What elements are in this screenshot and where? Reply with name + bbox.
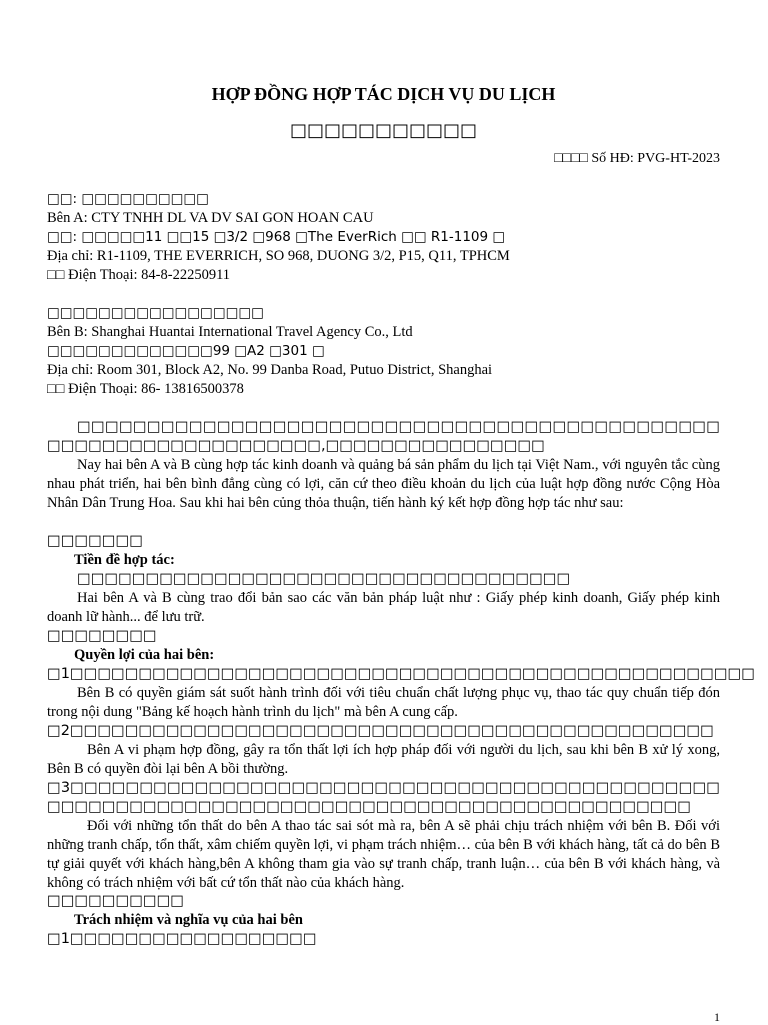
party-b-vi-address: Địa chỉ: Room 301, Block A2, No. 99 Danba Road, Putuo District, Shanghai bbox=[47, 362, 493, 378]
section1-zh-heading: □□□□□□□ bbox=[47, 533, 143, 549]
section2-item2-vi: Bên A vi phạm hợp đồng, gây ra tổn thất lợi ích hợp pháp đối với người du lịch, sau khi bên B xử lý xong, Bên B có quyền đòi lại bên A bồi thường. bbox=[47, 742, 720, 777]
section2-item1-zh: □1□□□□□□□□□□□□□□□□□□□□□□□□□□□□□□□□□□□□□□□□□□□□□□□□□□ bbox=[47, 666, 755, 682]
section2-item1-vi: Bên B có quyền giám sát suốt hành trình đối với tiêu chuẩn chất lượng phục vụ, thao tác quy chuẩn tiếp đón trong nội dung "Bảng kế hoạch hành trình du lịch" mà bên A cung cấp. bbox=[47, 685, 720, 720]
section2-vi-heading: Quyền lợi của hai bên: bbox=[74, 647, 215, 663]
party-b-vi-name: Bên B: Shanghai Huantai International Travel Agency Co., Ltd bbox=[47, 324, 413, 340]
section2-item2-zh: □2□□□□□□□□□□□□□□□□□□□□□□□□□□□□□□□□□□□□□□□□□□□□□□□ bbox=[47, 723, 714, 739]
contract-number: □□□□ Số HĐ: PVG-HT-2023 bbox=[554, 151, 720, 166]
party-a-zh-name: □□: □□□□□□□□□□ bbox=[47, 191, 209, 207]
section2-item3-zh: □3□□□□□□□□□□□□□□□□□□□□□□□□□□□□□□□□□□□□□□□□□□□□□□□□□□□□□□□□□□□□□□□□□□□□□□□□□□□□□□□□□□□□□□□□□□□□□□ bbox=[47, 780, 720, 815]
title-vietnamese: HỢP ĐỒNG HỢP TÁC DỊCH VỤ DU LỊCH bbox=[211, 84, 556, 104]
section1-zh-text: □□□□□□□□□□□□□□□□□□□□□□□□□□□□□□□□□□□□ bbox=[77, 571, 571, 587]
section2-zh-heading: □□□□□□□□ bbox=[47, 628, 157, 644]
party-a-block bbox=[47, 190, 720, 285]
party-b-zh-address: □□□□□□□□□□□□□99 □A2 □301 □ bbox=[47, 343, 325, 359]
section3-zh-heading: □□□□□□□□□□ bbox=[47, 893, 184, 909]
party-a-vi-address: Địa chỉ: R1-1109, THE EVERRICH, SO 968, DUONG 3/2, P15, Q11, TPHCM bbox=[47, 248, 510, 264]
section1-vi-heading: Tiền đề hợp tác: bbox=[74, 552, 175, 568]
section3-vi-heading: Trách nhiệm và nghĩa vụ của hai bên bbox=[74, 912, 303, 928]
section1-vi-text: Hai bên A và B cùng trao đổi bản sao các văn bản pháp luật như : Giấy phép kinh doanh, Giấy phép kinh doanh lữ hành... để lưu trữ. bbox=[47, 590, 720, 625]
intro-chinese: □□□□□□□□□□□□□□□□□□□□□□□□□□□□□□□□□□□□□□□□□□□□□□□□□□□□□□□□□□□□□□□□□□,□□□□□□□□□□□□□□□□ bbox=[47, 419, 720, 454]
intro-vietnamese: Nay hai bên A và B cùng hợp tác kinh doanh và quảng bá sản phẩm du lịch tại Việt Nam., với nguyên tắc cùng nhau phát triển, hai bên bình đẳng cùng có lợi, căn cứ theo điều khoản du lịch của luật hợp đồng nước Cộng Hòa Nhân Dân Trung Hoa. Sau khi hai bên củng thỏa thuận, tiến hành ký kết hợp đồng hợp tác như sau: bbox=[47, 457, 720, 511]
party-b-phone: □□ Điện Thoại: 86- 13816500378 bbox=[47, 381, 244, 397]
party-a-zh-address: □□: □□□□□11 □□15 □3/2 □968 □The EverRich □□ R1-1109 □ bbox=[47, 229, 506, 245]
party-a-phone: □□ Điện Thoại: 84-8-22250911 bbox=[47, 267, 231, 283]
section3-item1-zh: □1□□□□□□□□□□□□□□□□□□ bbox=[47, 931, 317, 947]
title-chinese: □□□□□□□□□□□ bbox=[289, 120, 478, 141]
party-b-block bbox=[47, 304, 720, 399]
party-b-zh-name: □□□□□□□□□□□□□□□□□ bbox=[47, 305, 264, 321]
party-a-vi-name: Bên A: CTY TNHH DL VA DV SAI GON HOAN CAU bbox=[47, 210, 374, 226]
page-number: 1 bbox=[714, 1010, 720, 1024]
section2-item3-vi: Đối với những tổn thất do bên A thao tác sai sót mà ra, bên A sẽ phải chịu trách nhiệm với bên B. Đối với những tranh chấp, tổn thất, xâm chiếm quyền lợi, vi phạm trách nhiệm… của bên B với khách hàng, tất cả do bên B tự giải quyết với khách hàng,bên A không tham gia vào sự tranh chấp, tranh luận… của bên B với khách hàng, và không có trách nhiệm với bất cứ tổn thất nào của khách hàng. bbox=[47, 818, 720, 891]
